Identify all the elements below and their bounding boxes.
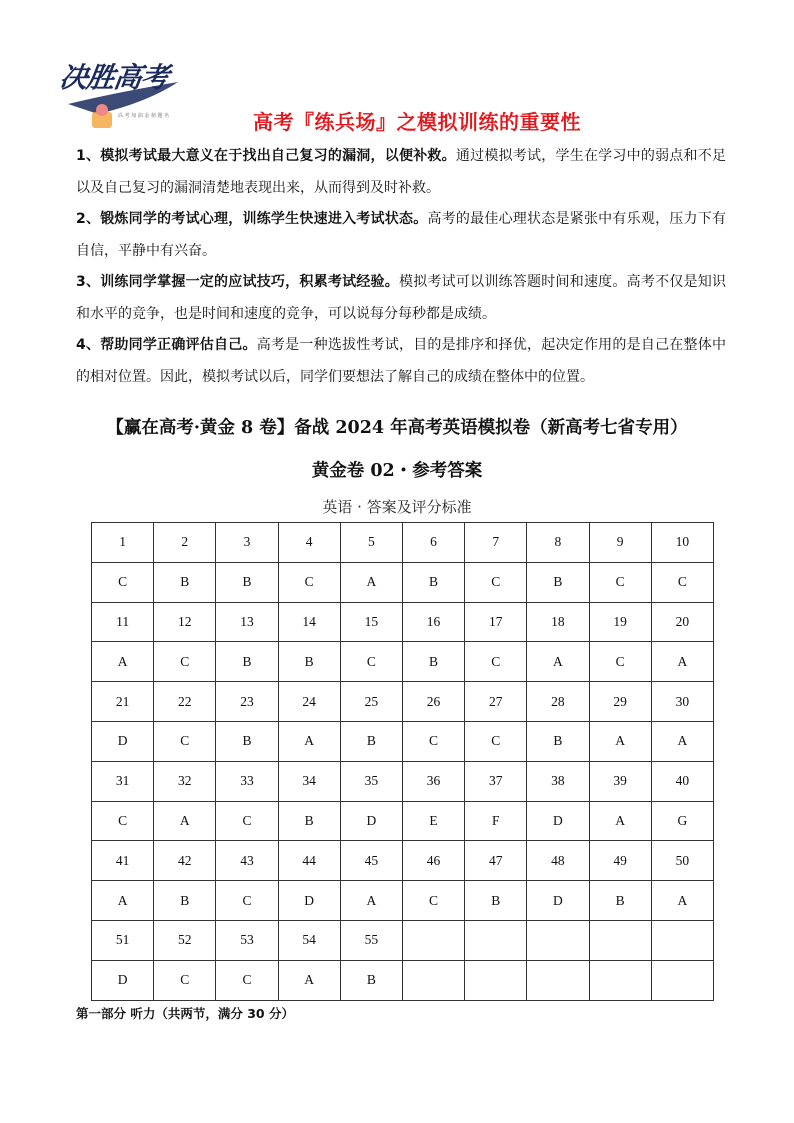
question-number-cell: 11 xyxy=(92,602,154,642)
answer-cell: A xyxy=(589,721,651,761)
answer-table xyxy=(91,522,714,1001)
question-number-cell: 26 xyxy=(402,682,464,722)
question-number-cell: 31 xyxy=(92,761,154,801)
question-number-row xyxy=(92,841,714,881)
answer-cell: C xyxy=(465,642,527,682)
answer-cell: A xyxy=(92,642,154,682)
answer-cell: G xyxy=(651,801,713,841)
question-number-cell: 12 xyxy=(154,602,216,642)
question-number-cell: 18 xyxy=(527,602,589,642)
answer-cell: C xyxy=(154,642,216,682)
answer-cell: C xyxy=(589,562,651,602)
question-number-cell: 50 xyxy=(651,841,713,881)
question-number-cell: 9 xyxy=(589,523,651,563)
answer-cell: A xyxy=(651,642,713,682)
answer-subtitle: 英语 · 答案及评分标准 xyxy=(322,498,472,516)
answer-cell: D xyxy=(340,801,402,841)
question-number-cell xyxy=(651,920,713,960)
question-number-cell: 49 xyxy=(589,841,651,881)
series-title: 【赢在高考·黄金 8 卷】备战 2024 年高考英语模拟卷（新高考七省专用） xyxy=(106,418,688,438)
question-number-cell: 34 xyxy=(278,761,340,801)
answer-cell: E xyxy=(402,801,464,841)
question-number-cell: 48 xyxy=(527,841,589,881)
answer-cell: B xyxy=(527,562,589,602)
paper-title: 黄金卷 02・参考答案 xyxy=(311,461,483,481)
question-number-row xyxy=(92,920,714,960)
point-3-bold: 3、训练同学掌握一定的应试技巧，积累考试经验。 xyxy=(76,274,399,290)
question-number-cell: 46 xyxy=(402,841,464,881)
answer-cell: A xyxy=(340,881,402,921)
answer-cell: A xyxy=(278,960,340,1000)
answer-cell xyxy=(465,960,527,1000)
answer-row xyxy=(92,960,714,1000)
answer-cell: A xyxy=(92,881,154,921)
question-number-cell: 5 xyxy=(340,523,402,563)
question-number-cell: 32 xyxy=(154,761,216,801)
question-number-cell: 16 xyxy=(402,602,464,642)
point-2 xyxy=(76,204,726,267)
answer-cell: D xyxy=(527,881,589,921)
answer-cell: C xyxy=(92,562,154,602)
answer-cell: C xyxy=(216,881,278,921)
question-number-cell: 15 xyxy=(340,602,402,642)
answer-cell xyxy=(402,960,464,1000)
question-number-cell: 40 xyxy=(651,761,713,801)
question-number-row xyxy=(92,682,714,722)
answer-row xyxy=(92,881,714,921)
question-number-cell: 17 xyxy=(465,602,527,642)
point-1 xyxy=(76,141,726,204)
answer-cell: B xyxy=(465,881,527,921)
answer-cell xyxy=(651,960,713,1000)
answer-cell: A xyxy=(154,801,216,841)
answer-cell: B xyxy=(216,642,278,682)
point-1-text: 通过模拟考试，学生在学习中的弱点和不足以及自己复习的漏洞清楚地表现出来，从而得到及时补救。 xyxy=(76,148,726,196)
point-2-bold: 2、锻炼同学的考试心理，训练学生快速进入考试状态。 xyxy=(76,211,428,227)
question-number-row xyxy=(92,602,714,642)
question-number-cell: 35 xyxy=(340,761,402,801)
answer-cell: B xyxy=(527,721,589,761)
answer-cell: C xyxy=(651,562,713,602)
question-number-cell: 25 xyxy=(340,682,402,722)
answer-cell: B xyxy=(154,562,216,602)
answer-cell: A xyxy=(589,801,651,841)
answer-cell: B xyxy=(589,881,651,921)
question-number-cell: 1 xyxy=(92,523,154,563)
question-number-cell: 6 xyxy=(402,523,464,563)
point-3-text: 模拟考试可以训练答题时间和速度。高考不仅是知识和水平的竞争，也是时间和速度的竞争，可以说每分每秒都是成绩。 xyxy=(76,274,726,322)
question-number-cell: 41 xyxy=(92,841,154,881)
question-number-row xyxy=(92,523,714,563)
answer-cell: C xyxy=(154,721,216,761)
answer-row xyxy=(92,721,714,761)
answer-cell: B xyxy=(278,801,340,841)
answer-cell: B xyxy=(340,721,402,761)
question-number-cell: 53 xyxy=(216,920,278,960)
question-number-cell: 13 xyxy=(216,602,278,642)
answer-cell: A xyxy=(340,562,402,602)
answer-cell: D xyxy=(92,721,154,761)
question-number-cell: 30 xyxy=(651,682,713,722)
question-number-cell xyxy=(402,920,464,960)
answer-cell: C xyxy=(402,721,464,761)
answer-cell: C xyxy=(340,642,402,682)
answer-cell: C xyxy=(92,801,154,841)
point-3 xyxy=(76,267,726,330)
answer-cell: C xyxy=(465,721,527,761)
point-1-bold: 1、模拟考试最大意义在于找出自己复习的漏洞，以便补救。 xyxy=(76,148,456,164)
answer-cell: C xyxy=(589,642,651,682)
answer-cell: B xyxy=(402,562,464,602)
answer-cell: A xyxy=(651,881,713,921)
question-number-cell: 23 xyxy=(216,682,278,722)
question-number-cell: 20 xyxy=(651,602,713,642)
question-number-cell: 43 xyxy=(216,841,278,881)
answer-cell: C xyxy=(465,562,527,602)
answer-cell: D xyxy=(92,960,154,1000)
question-number-cell: 2 xyxy=(154,523,216,563)
point-4-bold: 4、帮助同学正确评估自己。 xyxy=(76,337,257,353)
answer-cell: B xyxy=(154,881,216,921)
question-number-cell: 24 xyxy=(278,682,340,722)
answer-row xyxy=(92,801,714,841)
question-number-cell xyxy=(465,920,527,960)
question-number-cell: 29 xyxy=(589,682,651,722)
question-number-cell: 3 xyxy=(216,523,278,563)
question-number-cell: 28 xyxy=(527,682,589,722)
logo-subtext: 高 考 加 油 金 榜 题 名 xyxy=(118,113,170,119)
question-number-cell: 7 xyxy=(465,523,527,563)
answer-cell: B xyxy=(278,642,340,682)
question-number-cell: 44 xyxy=(278,841,340,881)
answer-cell: B xyxy=(216,721,278,761)
logo-text: 决胜高考 xyxy=(57,61,171,94)
question-number-cell: 54 xyxy=(278,920,340,960)
answer-cell: A xyxy=(651,721,713,761)
question-number-cell: 39 xyxy=(589,761,651,801)
question-number-cell: 21 xyxy=(92,682,154,722)
question-number-cell: 33 xyxy=(216,761,278,801)
answer-row xyxy=(92,562,714,602)
answer-row xyxy=(92,642,714,682)
points-list xyxy=(76,141,726,393)
point-2-text: 高考的最佳心理状态是紧张中有乐观，压力下有自信，平静中有兴奋。 xyxy=(76,211,726,259)
question-number-cell: 19 xyxy=(589,602,651,642)
answer-cell: B xyxy=(340,960,402,1000)
answer-cell: C xyxy=(216,960,278,1000)
answer-cell: D xyxy=(527,801,589,841)
question-number-cell: 10 xyxy=(651,523,713,563)
question-number-cell: 55 xyxy=(340,920,402,960)
question-number-cell: 51 xyxy=(92,920,154,960)
question-number-cell: 8 xyxy=(527,523,589,563)
answer-cell: F xyxy=(465,801,527,841)
question-number-cell: 27 xyxy=(465,682,527,722)
answer-cell xyxy=(589,960,651,1000)
answer-cell: C xyxy=(402,881,464,921)
answer-cell: A xyxy=(278,721,340,761)
point-4-text: 高考是一种选拔性考试，目的是排序和择优，起决定作用的是自己在整体中的相对位置。因此，模拟考试以后，同学们要想法了解自己的成绩在整体中的位置。 xyxy=(76,337,726,385)
question-number-cell: 42 xyxy=(154,841,216,881)
question-number-row xyxy=(92,761,714,801)
question-number-cell: 52 xyxy=(154,920,216,960)
answer-cell: D xyxy=(278,881,340,921)
question-number-cell: 22 xyxy=(154,682,216,722)
answer-cell: C xyxy=(216,801,278,841)
question-number-cell: 14 xyxy=(278,602,340,642)
question-number-cell: 45 xyxy=(340,841,402,881)
question-number-cell: 36 xyxy=(402,761,464,801)
answer-cell: A xyxy=(527,642,589,682)
headline: 高考『练兵场』之模拟训练的重要性 xyxy=(253,110,581,134)
question-number-cell: 37 xyxy=(465,761,527,801)
answer-cell: B xyxy=(216,562,278,602)
question-number-cell xyxy=(527,920,589,960)
question-number-cell: 47 xyxy=(465,841,527,881)
answer-cell: B xyxy=(402,642,464,682)
answer-cell xyxy=(527,960,589,1000)
answer-cell: C xyxy=(278,562,340,602)
question-number-cell xyxy=(589,920,651,960)
question-number-cell: 38 xyxy=(527,761,589,801)
section-heading: 第一部分 听力（共两节，满分 30 分） xyxy=(76,1006,294,1021)
point-4 xyxy=(76,330,726,393)
answer-cell: C xyxy=(154,960,216,1000)
question-number-cell: 4 xyxy=(278,523,340,563)
